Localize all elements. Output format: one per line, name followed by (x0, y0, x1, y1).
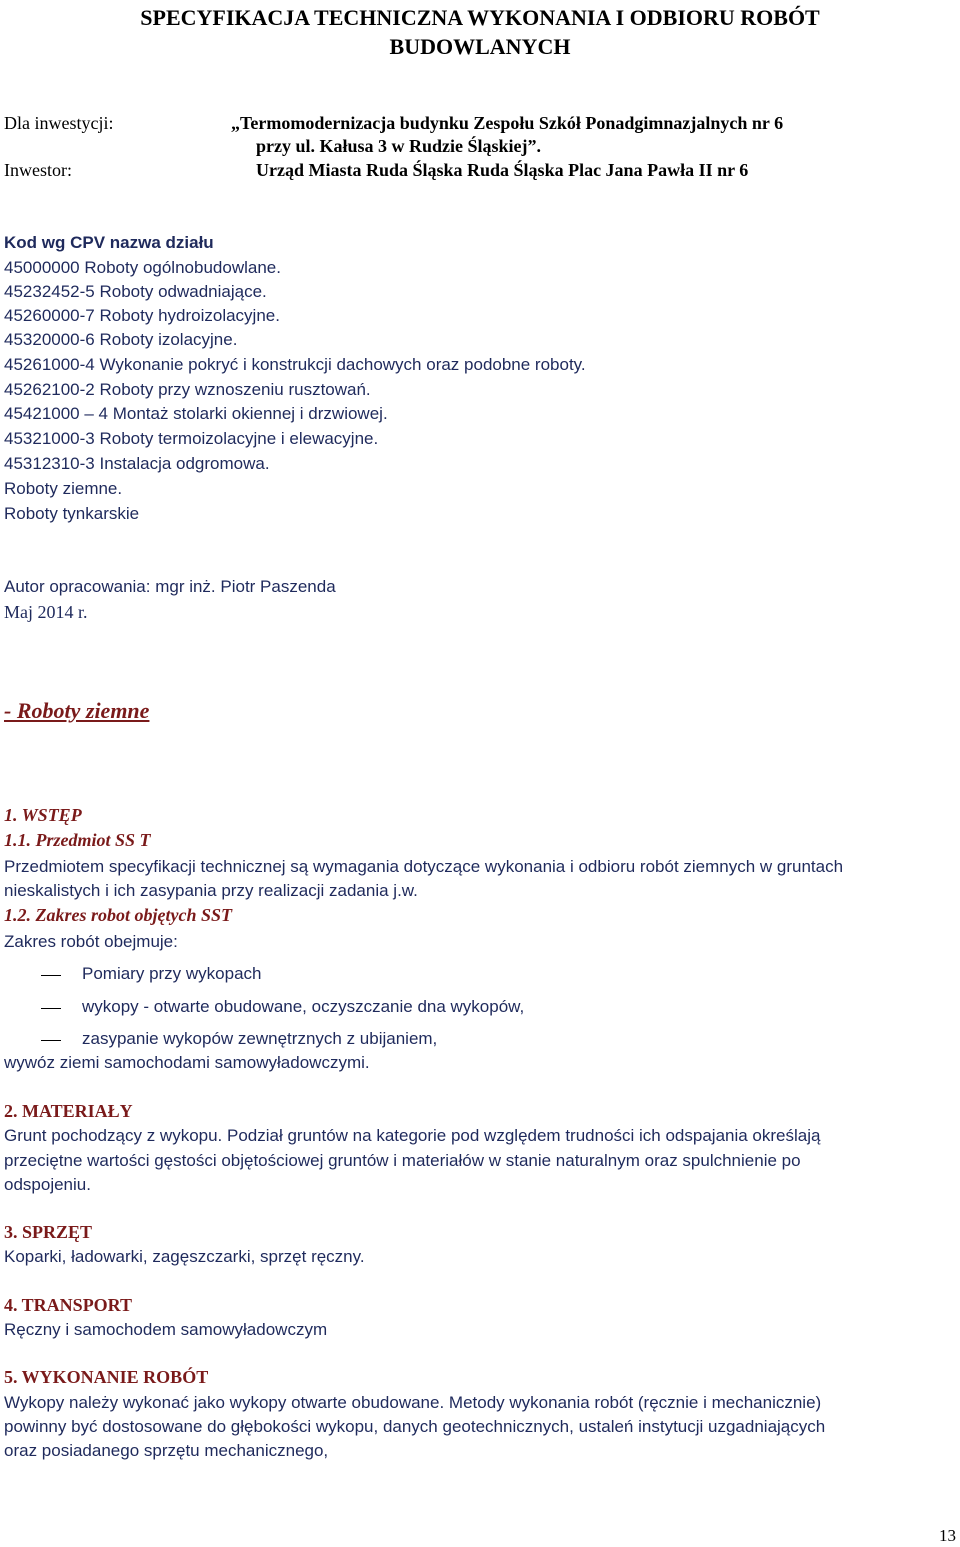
cpv-item: 45261000-4 Wykonanie pokryć i konstrukcji dachowych oraz podobne roboty. (4, 355, 586, 374)
cpv-header: Kod wg CPV nazwa działu (4, 233, 214, 252)
scope-item: wykopy - otwarte obudowane, oczyszczanie dna wykopów, (82, 997, 525, 1016)
scope-tail: wywóz ziemi samochodami samowyładowczymi. (4, 1053, 370, 1072)
cpv-item: 45421000 – 4 Montaż stolarki okiennej i drzwiowej. (4, 404, 388, 423)
heading-3: 3. SPRZĘT (4, 1222, 93, 1242)
cpv-item: 45260000-7 Roboty hydroizolacyjne. (4, 306, 280, 325)
cpv-item: 45232452-5 Roboty odwadniające. (4, 282, 267, 301)
cpv-item: Roboty ziemne. (4, 479, 123, 498)
cpv-item: 45320000-6 Roboty izolacyjne. (4, 330, 238, 349)
author-line: Autor opracowania: mgr inż. Piotr Paszenda (4, 577, 336, 596)
paragraph-5-line: oraz posiadanego sprzętu mechanicznego, (4, 1441, 329, 1460)
dash-bullet (41, 1008, 61, 1009)
dash-bullet (41, 975, 61, 976)
paragraph-5-line: Wykopy należy wykonać jako wykopy otwarte obudowane. Metody wykonania robót (ręcznie i mechanicznie) (4, 1393, 822, 1412)
paragraph-1-1-line: Przedmiotem specyfikacji technicznej są wymagania dotyczące wykonania i odbioru robót ziemnych w gruntach (4, 857, 844, 876)
scope-item: Pomiary przy wykopach (82, 964, 262, 983)
investment-value-line1: „Termomodernizacja budynku Zespołu Szkół Ponadgimnazjalnych nr 6 (231, 113, 784, 133)
heading-1: 1. WSTĘP (4, 805, 82, 825)
cpv-item: 45312310-3 Instalacja odgromowa. (4, 454, 270, 473)
paragraph-2-line: odspojeniu. (4, 1175, 91, 1194)
heading-2: 2. MATERIAŁY (4, 1101, 133, 1121)
cpv-item: 45321000-3 Roboty termoizolacyjne i elewacyjne. (4, 429, 379, 448)
paragraph-1-1-line: nieskalistych i ich zasypania przy realizacji zadania j.w. (4, 881, 418, 900)
paragraph-5-line: powinny być dostosowane do głębokości wykopu, danych geotechnicznych, ustaleń instytucji uzgadniających (4, 1417, 826, 1436)
heading-1-2: 1.2. Zakres robot objętych SST (4, 905, 232, 925)
doc-title-line2: BUDOWLANYCH (389, 34, 571, 59)
cpv-item: 45262100-2 Roboty przy wznoszeniu rusztowań. (4, 380, 371, 399)
scope-item: zasypanie wykopów zewnętrznych z ubijaniem, (82, 1029, 438, 1048)
paragraph-2-line: Grunt pochodzący z wykopu. Podział gruntów na kategorie pod względem trudności ich odspajania określają (4, 1126, 821, 1145)
document-date: Maj 2014 r. (4, 602, 88, 622)
investment-label: Dla inwestycji: (4, 113, 114, 133)
paragraph-2-line: przeciętne wartości gęstości objętościowej gruntów i materiałów w stanie naturalnym oraz spulchnienie po (4, 1151, 801, 1170)
cpv-item: Roboty tynkarskie (4, 504, 140, 523)
page-number: 13 (939, 1526, 956, 1545)
heading-4: 4. TRANSPORT (4, 1295, 133, 1315)
scope-intro: Zakres robót obejmuje: (4, 932, 178, 951)
doc-title-line1: SPECYFIKACJA TECHNICZNA WYKONANIA I ODBIORU ROBÓT (140, 5, 820, 30)
cpv-item: 45000000 Roboty ogólnobudowlane. (4, 258, 281, 277)
section-title: - Roboty ziemne (4, 698, 150, 723)
investor-value: Urząd Miasta Ruda Śląska Ruda Śląska Plac Jana Pawła II nr 6 (256, 160, 749, 180)
investment-value-line2: przy ul. Kałusa 3 w Rudzie Śląskiej”. (256, 136, 542, 156)
investor-label: Inwestor: (4, 160, 72, 180)
heading-5: 5. WYKONANIE ROBÓT (4, 1367, 209, 1387)
heading-1-1: 1.1. Przedmiot SS T (4, 830, 151, 850)
paragraph-4: Ręczny i samochodem samowyładowczym (4, 1320, 328, 1339)
paragraph-3: Koparki, ładowarki, zagęszczarki, sprzęt ręczny. (4, 1247, 365, 1266)
dash-bullet (41, 1040, 61, 1041)
